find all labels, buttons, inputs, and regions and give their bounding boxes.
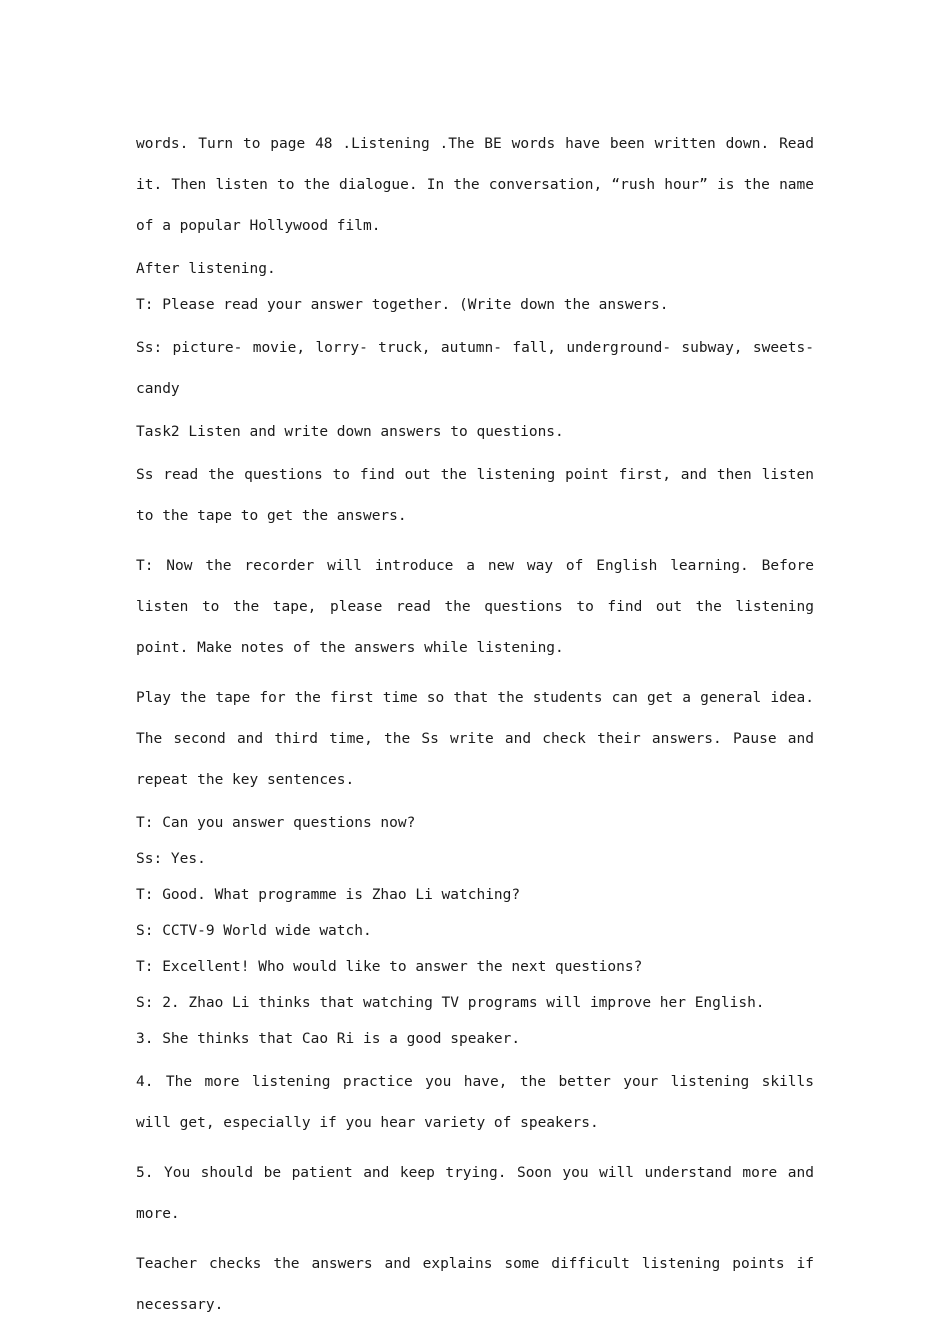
paragraph-answer-2: S: 2. Zhao Li thinks that watching TV programs will improve her English. <box>136 995 765 1011</box>
paragraph-teacher-read-answer: T: Please read your answer together. (Write down the answers. <box>136 297 669 313</box>
paragraph-teacher-what-programme: T: Good. What programme is Zhao Li watching? <box>136 887 521 903</box>
paragraph-after-listening: After listening. <box>136 261 276 277</box>
paragraph-teacher-recorder-intro: T: Now the recorder will introduce a new way of English learning. Before listen to the tape, please read the questions to find out the listening point. Make notes of the answers while listening. <box>136 558 814 656</box>
paragraph-answer-4: 4. The more listening practice you have, the better your listening skills will get, especially if you hear variety of speakers. <box>136 1074 814 1131</box>
paragraph-answer-3: 3. She thinks that Cao Ri is a good speaker. <box>136 1031 521 1047</box>
document-body <box>136 124 814 1335</box>
paragraph-students-read-questions: Ss read the questions to find out the listening point first, and then listen to the tape to get the answers. <box>136 467 814 524</box>
paragraph-play-tape-instructions: Play the tape for the first time so that the students can get a general idea. The second and third time, the Ss write and check their answers. Pause and repeat the key sentences. <box>136 690 814 788</box>
paragraph-task2-heading: Task2 Listen and write down answers to questions. <box>136 424 564 440</box>
paragraph-answer-5: 5. You should be patient and keep trying. Soon you will understand more and more. <box>136 1165 814 1222</box>
paragraph-teacher-checks: Teacher checks the answers and explains some difficult listening points if necessary. <box>136 1256 814 1313</box>
paragraph-teacher-excellent: T: Excellent! Who would like to answer the next questions? <box>136 959 643 975</box>
paragraph-be-words-intro: words. Turn to page 48 .Listening .The BE words have been written down. Read it. Then listen to the dialogue. In the conversation, “rush hour” is the name of a popular Hollywood film. <box>136 136 814 234</box>
paragraph-student-cctv9: S: CCTV-9 World wide watch. <box>136 923 372 939</box>
paragraph-teacher-can-you-answer: T: Can you answer questions now? <box>136 815 416 831</box>
paragraph-students-yes: Ss: Yes. <box>136 851 206 867</box>
paragraph-students-word-pairs: Ss: picture- movie, lorry- truck, autumn- fall, underground- subway, sweets- candy <box>136 340 814 397</box>
